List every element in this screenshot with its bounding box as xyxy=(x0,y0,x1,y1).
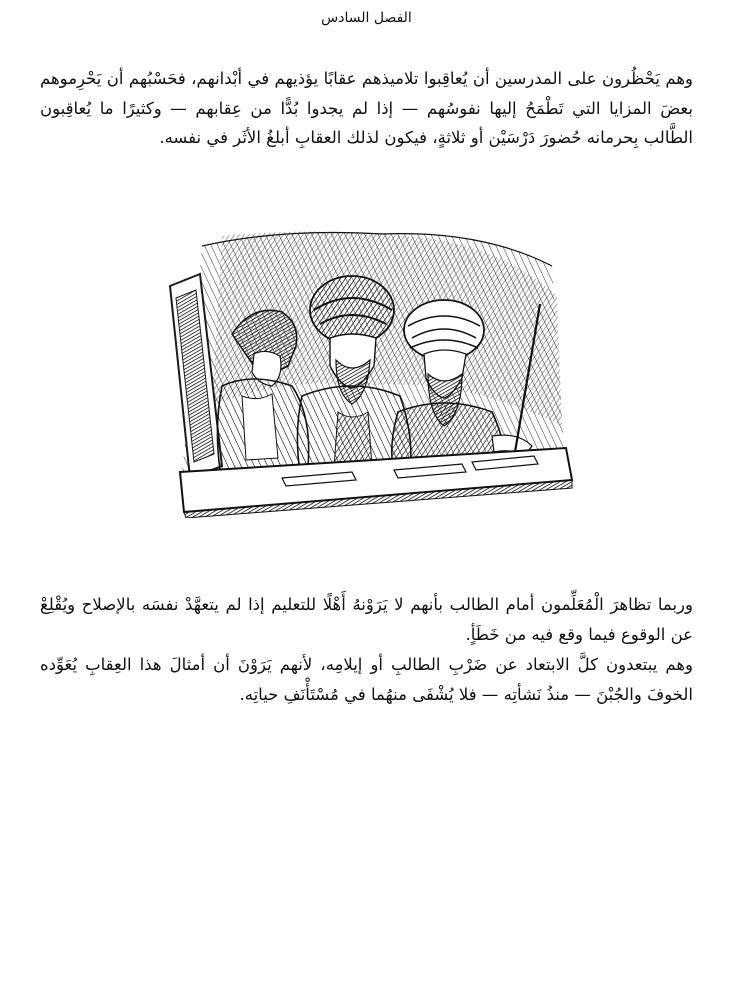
paragraph-1: وهم يَحْظُرون على المدرسين أن يُعاقِبوا تلاميذهم عقابًا يؤذيهم في أبْدانهم، فحَسْبُهم أن يَحْرِموهم بعضَ المزايا التي تَطْمَحُ إليها نفوسُهم — إذا لم يجدوا بُدًّا من عِقابهم — وكثيرًا ما يُعاقِبون الطَّالب بِحرمانه حُضورَ دَرْسَيْن أو ثلاثةٍ، فيكون لذلك العقابِ أبلغُ الأثَر في نفسه. xyxy=(40,69,693,147)
engraving-illustration xyxy=(162,226,574,518)
paragraph-3: وهم يبتعدون كلَّ الابتعاد عن ضَرْبِ الطالبِ أو إيلامِه، لأنهم يَرَوْنَ أن أمثالَ هذا العِقابِ يُعَوِّده الخوفَ والجُبْنَ — منذُ نَشأتِه — فلا يُشْفَى منهُما في مُسْتَأْنَفِ حياتِه. xyxy=(40,655,693,704)
chapter-running-head: الفصل السادس xyxy=(321,10,412,26)
paragraph-2: وربما تظاهرَ الْمُعَلِّمون أمام الطالب بأنهم لا يَرَوْنهُ أَهْلًا للتعليم إذا لم يتعهَّدْ نفسَه بالإصلاح ويُقْلِعْ عن الوقوع فيما وقع فيه من خَطَأٍ. xyxy=(40,595,693,644)
